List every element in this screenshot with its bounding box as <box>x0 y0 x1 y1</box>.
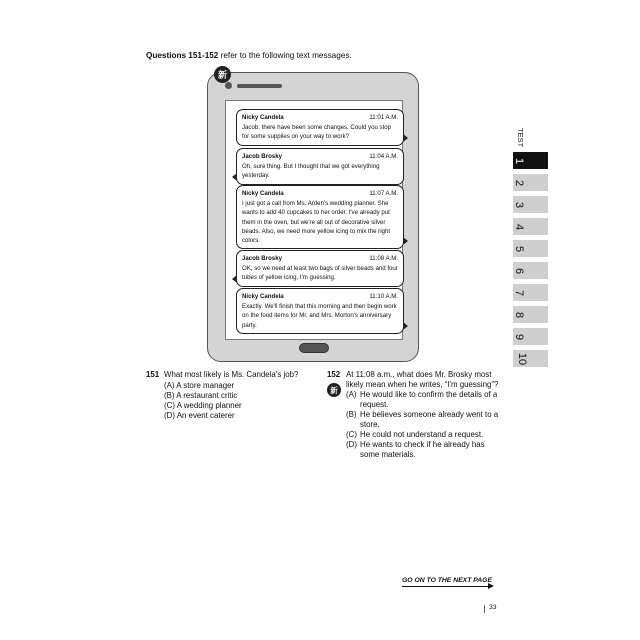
bubble-tail <box>403 237 408 245</box>
tab-test-6[interactable]: 6 <box>513 262 548 281</box>
message-time: 11:10 A.M. <box>369 293 398 300</box>
tab-test-8[interactable]: 8 <box>513 306 548 325</box>
tab-test-9[interactable]: 9 <box>513 328 548 347</box>
arrow-right-icon <box>488 583 494 589</box>
answer-option-d-text[interactable]: He wants to check if he already has <box>360 440 485 449</box>
tab-test-5[interactable]: 5 <box>513 240 548 259</box>
question-stem: likely mean when he writes, “I'm guessing”? <box>346 380 499 389</box>
answer-option-b-text[interactable]: store. <box>360 420 380 429</box>
message-sender: Jacob Brosky <box>242 255 282 262</box>
answer-option-a-text[interactable]: He would like to confirm the details of a <box>360 390 498 399</box>
camera-icon <box>225 82 232 89</box>
next-page-label: GO ON TO THE NEXT PAGE <box>402 577 493 584</box>
message-bubble <box>236 148 404 185</box>
intro-text: refer to the following text messages. <box>218 51 352 60</box>
question-stem: At 11:08 a.m., what does Mr. Brosky most <box>346 370 492 379</box>
answer-option-d-text[interactable]: some materials. <box>360 450 416 459</box>
test-label: TEST <box>516 128 525 148</box>
answer-option-b[interactable]: (B) A restaurant critic <box>164 391 238 400</box>
answer-option-d[interactable]: (D) An event caterer <box>164 411 235 420</box>
answer-option-a-text[interactable]: request. <box>360 400 389 409</box>
question-stem: What most likely is Ms. Candela's job? <box>164 370 299 379</box>
tab-test-2[interactable]: 2 <box>513 174 548 193</box>
answer-option-c[interactable]: (C) A wedding planner <box>164 401 242 410</box>
next-page-line <box>402 586 490 587</box>
message-text: Jacob, there have been some changes. Could you stop for some supplies on your way to work? <box>242 124 392 141</box>
message-bubble <box>236 250 404 287</box>
message-bubble <box>236 185 404 249</box>
answer-option-b[interactable]: (B) <box>346 410 357 419</box>
tab-test-10[interactable]: 10 <box>513 350 548 369</box>
answer-option-d[interactable]: (D) <box>346 440 357 449</box>
message-time: 11:07 A.M. <box>369 190 398 197</box>
message-bubble <box>236 109 404 146</box>
question-range: Questions 151-152 <box>146 51 219 60</box>
answer-option-c[interactable]: (C) <box>346 430 357 439</box>
tab-test-4[interactable]: 4 <box>513 218 548 237</box>
message-time: 11:08 A.M. <box>369 255 398 262</box>
home-button-icon <box>299 343 329 353</box>
answer-option-a[interactable]: (A) A store manager <box>164 381 235 390</box>
passage-intro <box>146 51 352 60</box>
answer-option-a[interactable]: (A) <box>346 390 357 399</box>
message-time: 11:04 A.M. <box>369 153 398 160</box>
bubble-tail <box>403 322 408 330</box>
page-number: 33 <box>489 604 497 611</box>
message-sender: Nicky Candela <box>242 114 284 121</box>
tab-test-3[interactable]: 3 <box>513 196 548 215</box>
answer-option-b-text[interactable]: He believes someone already went to a <box>360 410 499 419</box>
new-badge-icon: 新 <box>327 383 341 397</box>
question-151 <box>146 370 316 430</box>
message-text: Exactly. We'll finish that this morning and then begin work on the food items for Mr. and Mrs. Morton's anniversary party. <box>242 303 397 329</box>
message-text: OK, so we need at least two bags of silver beads and four tubes of yellow icing, I'm guessing. <box>242 265 398 282</box>
message-sender: Nicky Candela <box>242 190 284 197</box>
bubble-tail <box>232 173 237 181</box>
new-badge-icon: 新 <box>214 66 231 83</box>
question-152 <box>327 370 507 460</box>
message-sender: Jacob Brosky <box>242 153 282 160</box>
tab-test-7[interactable]: 7 <box>513 284 548 303</box>
message-bubble <box>236 288 404 334</box>
bubble-tail <box>232 275 237 283</box>
answer-option-c-text[interactable]: He could not understand a request. <box>360 430 484 439</box>
question-number: 152 <box>327 370 341 379</box>
question-number: 151 <box>146 370 160 379</box>
message-text: I just got a call from Ms. Arden's wedding planner. She wants to add 40 cupcakes to her order. I've already put them in the oven, but we're all out of decorative silver beads. Also, we need more yellow icing to mix the right colors. <box>242 200 391 245</box>
speaker-icon <box>237 84 282 88</box>
message-time: 11:01 A.M. <box>369 114 398 121</box>
bubble-tail <box>403 134 408 142</box>
tab-test-1[interactable]: 1 <box>513 152 548 171</box>
message-text: Oh, sure thing. But I thought that we got everything yesterday. <box>242 163 380 180</box>
message-sender: Nicky Candela <box>242 293 284 300</box>
page-divider <box>484 605 485 613</box>
